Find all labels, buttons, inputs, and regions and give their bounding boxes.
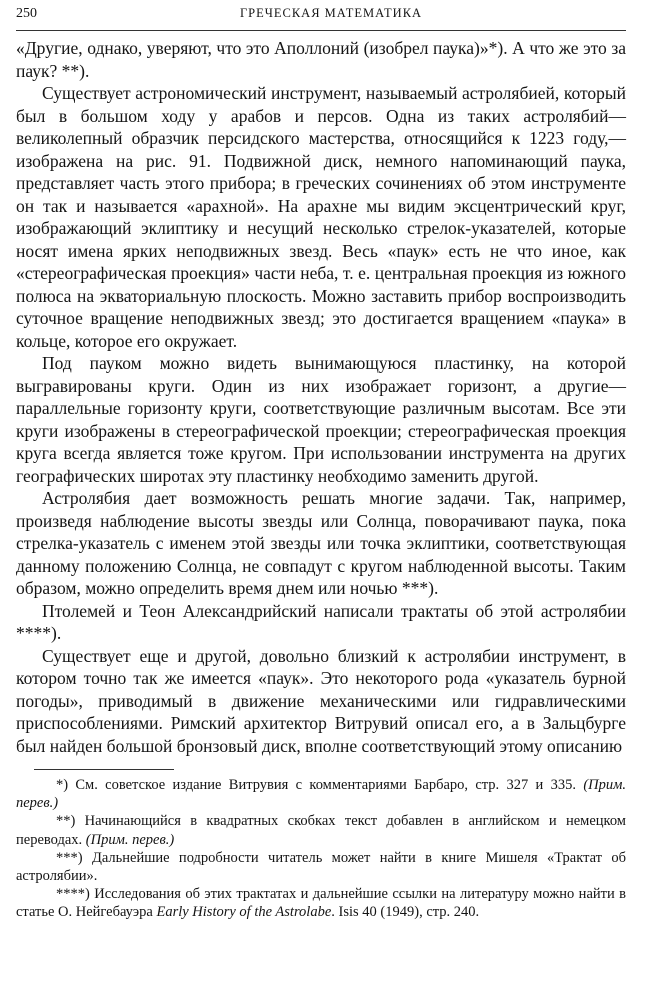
footnote-4-text-a: ****) Исследования об этих трактатах и дальнейшие ссылки на литературу можно найти в статье О. Нейгебауэра [16, 886, 626, 921]
footnotes [16, 776, 626, 922]
footnote-4-title: Early History of the Astrolabe [156, 904, 332, 921]
paragraph-tasks: Астролябия дает возможность решать многие задачи. Так, например, произведя наблюдение высоты звезды или Солнца, поворачивают паука, пока стрелка-указатель с именем этой звезды или точка эклиптики, соответствующая данному положению Солнца, не совпадут с кругом наблюденной высоты. Таким образом, можно определить время днем или ночью ***). [16, 488, 626, 598]
footnote-2-text: **) Начинающийся в квадратных скобках текст добавлен в английском и немецком переводах. [16, 813, 626, 848]
footnote-4 [16, 885, 626, 921]
paragraph-astrolabe: Существует астрономический инструмент, называемый астролябией, который был в большом ходу у арабов и персов. Одна из таких астролябий—великолепный образчик персидского мастерства, относящийся к 1223 году,—изображена на рис. 91. Подвижной диск, немного напоминающий паука, представляет часть этого прибора; в греческих сочинениях об этом инструменте он так и называется «арахной». На арахне мы видим эксцентрический круг, изображающий эклиптику и несущий несколько стрелок-указателей, которые носят имена ярких неподвижных звезд. Весь «паук» есть не что иное, как «стереографическая проекция» части неба, т. е. центральная проекция из южного полюса на экваториальную плоскость. Можно заставить прибор воспроизводить суточное вращение неподвижных звезд; это достигается вращением «паука» в кольце, которое его окружает. [16, 83, 626, 351]
paragraph-ptolemy: Птолемей и Теон Александрийский написали трактаты об этой астролябии ****). [16, 600, 626, 643]
paragraph-continuation: «Другие, однако, уверяют, что это Аполлоний (изобрел паука)»*). А что же это за паук? **). [16, 38, 626, 81]
page-number: 250 [16, 6, 37, 21]
page-header [16, 6, 626, 28]
footnote-2-note: (Прим. перев.) [85, 831, 175, 848]
footnote-3-text: ***) Дальнейшие подробности читатель может найти в книге Мишеля «Трактат об астролябии». [16, 849, 626, 885]
footnote-2 [16, 812, 626, 848]
footnote-1-note: (Прим. перев.) [16, 777, 626, 812]
body-text [16, 37, 626, 757]
footnote-1 [16, 776, 626, 812]
footnote-rule [34, 769, 174, 770]
paragraph-plate: Под пауком можно видеть вынимающуюся пластинку, на которой выгравированы круги. Один из них изображает горизонт, а другие—параллельные горизонту круги, соответствующие различным высотам. Все эти круги изображены в стереографической проекции; стереографическая проекция круга всегда является тоже кругом. При использовании инструмента на других географических широтах эту пластинку необходимо заменить другой. [16, 353, 626, 486]
footnote-3 [16, 849, 626, 885]
header-rule [16, 30, 626, 31]
running-title: ГРЕЧЕСКАЯ МАТЕМАТИКА [239, 6, 423, 20]
paragraph-weather-indicator: Существует еще и другой, довольно близкий к астролябии инструмент, в котором точно так же имеется «паук». Это некоторого рода «указатель бурной погоды», приводимый в движение механическими или гидравлическими приспособлениями. Римский архитектор Витрувий описал его, а в Зальцбурге был найден большой бронзовый диск, вполне соответствующий этому описанию [16, 645, 626, 756]
footnote-1-text: *) См. советское издание Витрувия с комментариями Барбаро, стр. 327 и 335. [56, 777, 584, 793]
footnote-4-text-b: . Isis 40 (1949), стр. 240. [331, 904, 480, 921]
